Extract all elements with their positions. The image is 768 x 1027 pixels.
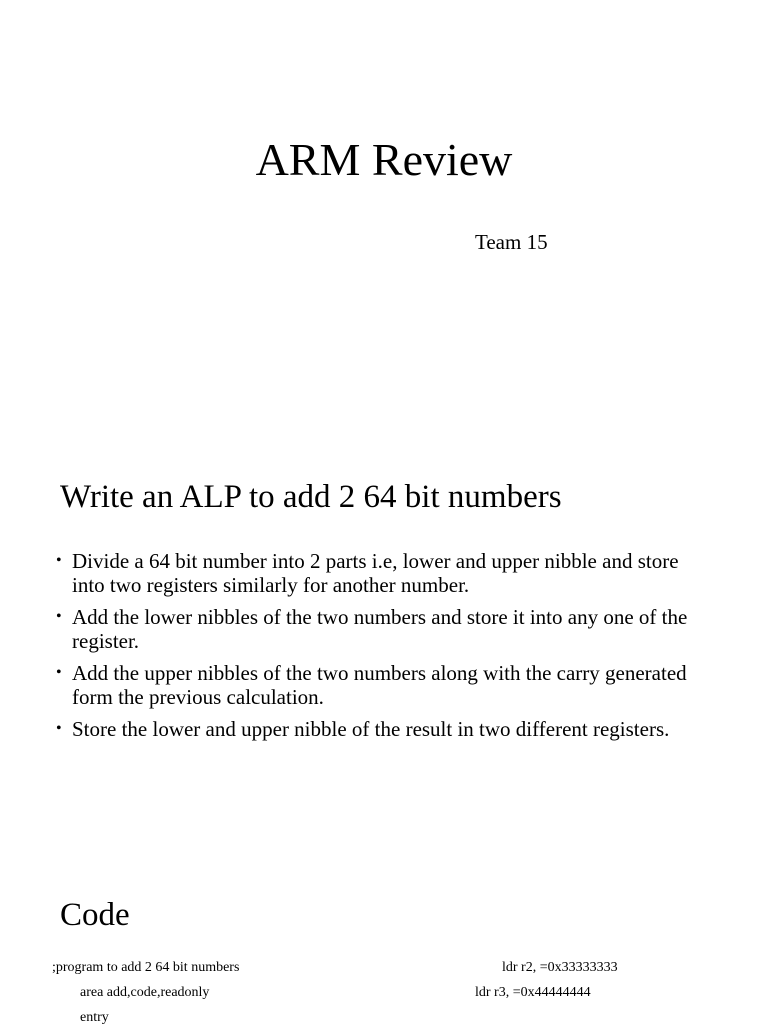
bullet-icon: • (56, 608, 62, 625)
bullet-item (56, 549, 716, 597)
code-slide (0, 864, 768, 1024)
code-line: area add,code,readonly (80, 985, 210, 1000)
bullet-text: Divide a 64 bit number into 2 parts i.e, lower and upper nibble and store into two registers similarly for another number. (72, 549, 679, 597)
slide-heading: Code (60, 897, 130, 933)
code-line: ;program to add 2 64 bit numbers (52, 960, 240, 975)
task-slide (0, 432, 768, 864)
slide-heading: Write an ALP to add 2 64 bit numbers (60, 479, 562, 515)
slide-subtitle: Team 15 (475, 230, 548, 254)
bullet-icon: • (56, 552, 62, 569)
code-line: entry (80, 1010, 109, 1025)
bullet-item (56, 717, 716, 741)
bullet-icon: • (56, 720, 62, 737)
code-line: ldr r3, =0x44444444 (475, 985, 591, 1000)
bullet-text: Add the lower nibbles of the two numbers and store it into any one of the register. (72, 605, 688, 653)
title-slide (0, 0, 768, 432)
bullet-text: Add the upper nibbles of the two numbers along with the carry generated form the previous calculation. (72, 661, 687, 709)
bullet-text: Store the lower and upper nibble of the result in two different registers. (72, 717, 670, 741)
bullet-item (56, 661, 716, 709)
code-line: ldr r2, =0x33333333 (502, 960, 618, 975)
bullet-item (56, 605, 716, 653)
bullet-list (56, 549, 716, 749)
bullet-icon: • (56, 664, 62, 681)
slide-title: ARM Review (255, 134, 513, 185)
